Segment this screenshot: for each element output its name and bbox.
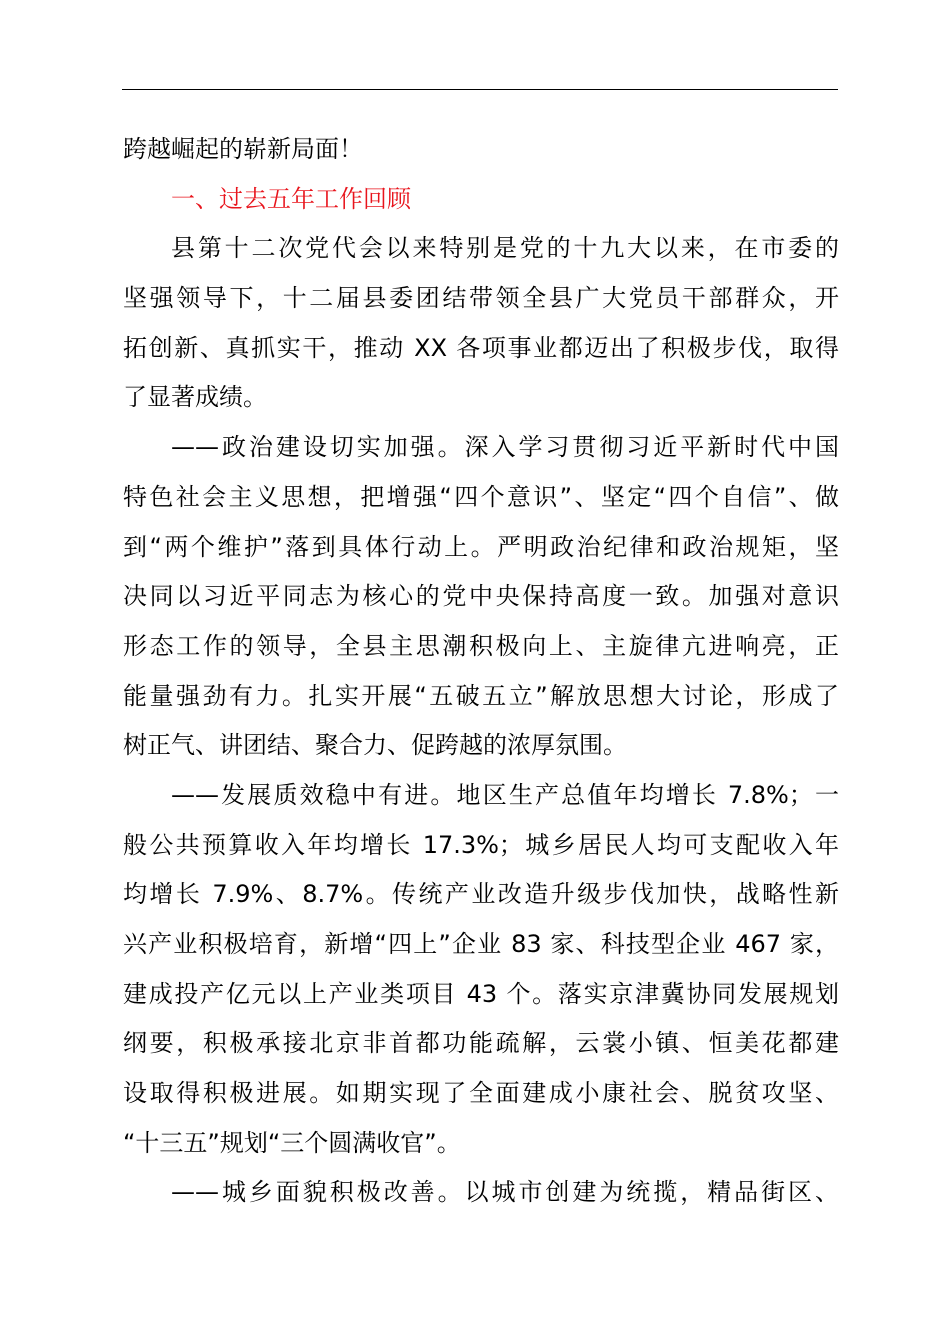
text-line: 了显著成绩。 [123,383,267,412]
text-line: 纲要，积极承接北京非首都功能疏解，云裳小镇、恒美花都建 [123,1029,839,1058]
text-line: 到“两个维护”落到具体行动上。严明政治纪律和政治规矩，坚 [123,532,839,561]
section-heading: 一、过去五年工作回顾 [171,184,411,213]
text-line: ——政治建设切实加强。深入学习贯彻习近平新时代中国 [171,433,839,462]
text-line: 特色社会主义思想，把增强“四个意识”、坚定“四个自信”、做 [123,482,839,511]
text-line: 拓创新、真抓实干，推动 XX 各项事业都迈出了积极步伐，取得 [123,333,839,362]
text-line: 树正气、讲团结、聚合力、促跨越的浓厚氛围。 [123,731,627,760]
header-rule [122,89,838,90]
text-line: 设取得积极进展。如期实现了全面建成小康社会、脱贫攻坚、 [123,1079,839,1108]
text-line: 形态工作的领导，全县主思潮积极向上、主旋律亢进响亮，正 [123,631,839,660]
text-line: 能量强劲有力。扎实开展“五破五立”解放思想大讨论，形成了 [123,681,839,710]
document-body [123,125,839,1218]
text-line: ——城乡面貌积极改善。以城市创建为统揽，精品街区、 [171,1178,839,1207]
text-line: ——发展质效稳中有进。地区生产总值年均增长 7.8%；一 [171,780,839,809]
text-line: 县第十二次党代会以来特别是党的十九大以来，在市委的 [171,234,839,263]
text-line: 决同以习近平同志为核心的党中央保持高度一致。加强对意识 [123,582,839,611]
text-line: 坚强领导下，十二届县委团结带领全县广大党员干部群众，开 [123,284,839,313]
text-line: 跨越崛起的崭新局面！ [123,135,363,163]
text-line: 兴产业积极培育，新增“四上”企业 83 家、科技型企业 467 家， [123,930,839,958]
text-line: “十三五”规划“三个圆满收官”。 [123,1128,461,1157]
text-line: 均增长 7.9%、8.7%。传统产业改造升级步伐加快，战略性新 [123,880,839,909]
text-line: 建成投产亿元以上产业类项目 43 个。落实京津冀协同发展规划 [123,979,839,1008]
text-line: 般公共预算收入年均增长 17.3%；城乡居民人均可支配收入年 [123,830,839,859]
